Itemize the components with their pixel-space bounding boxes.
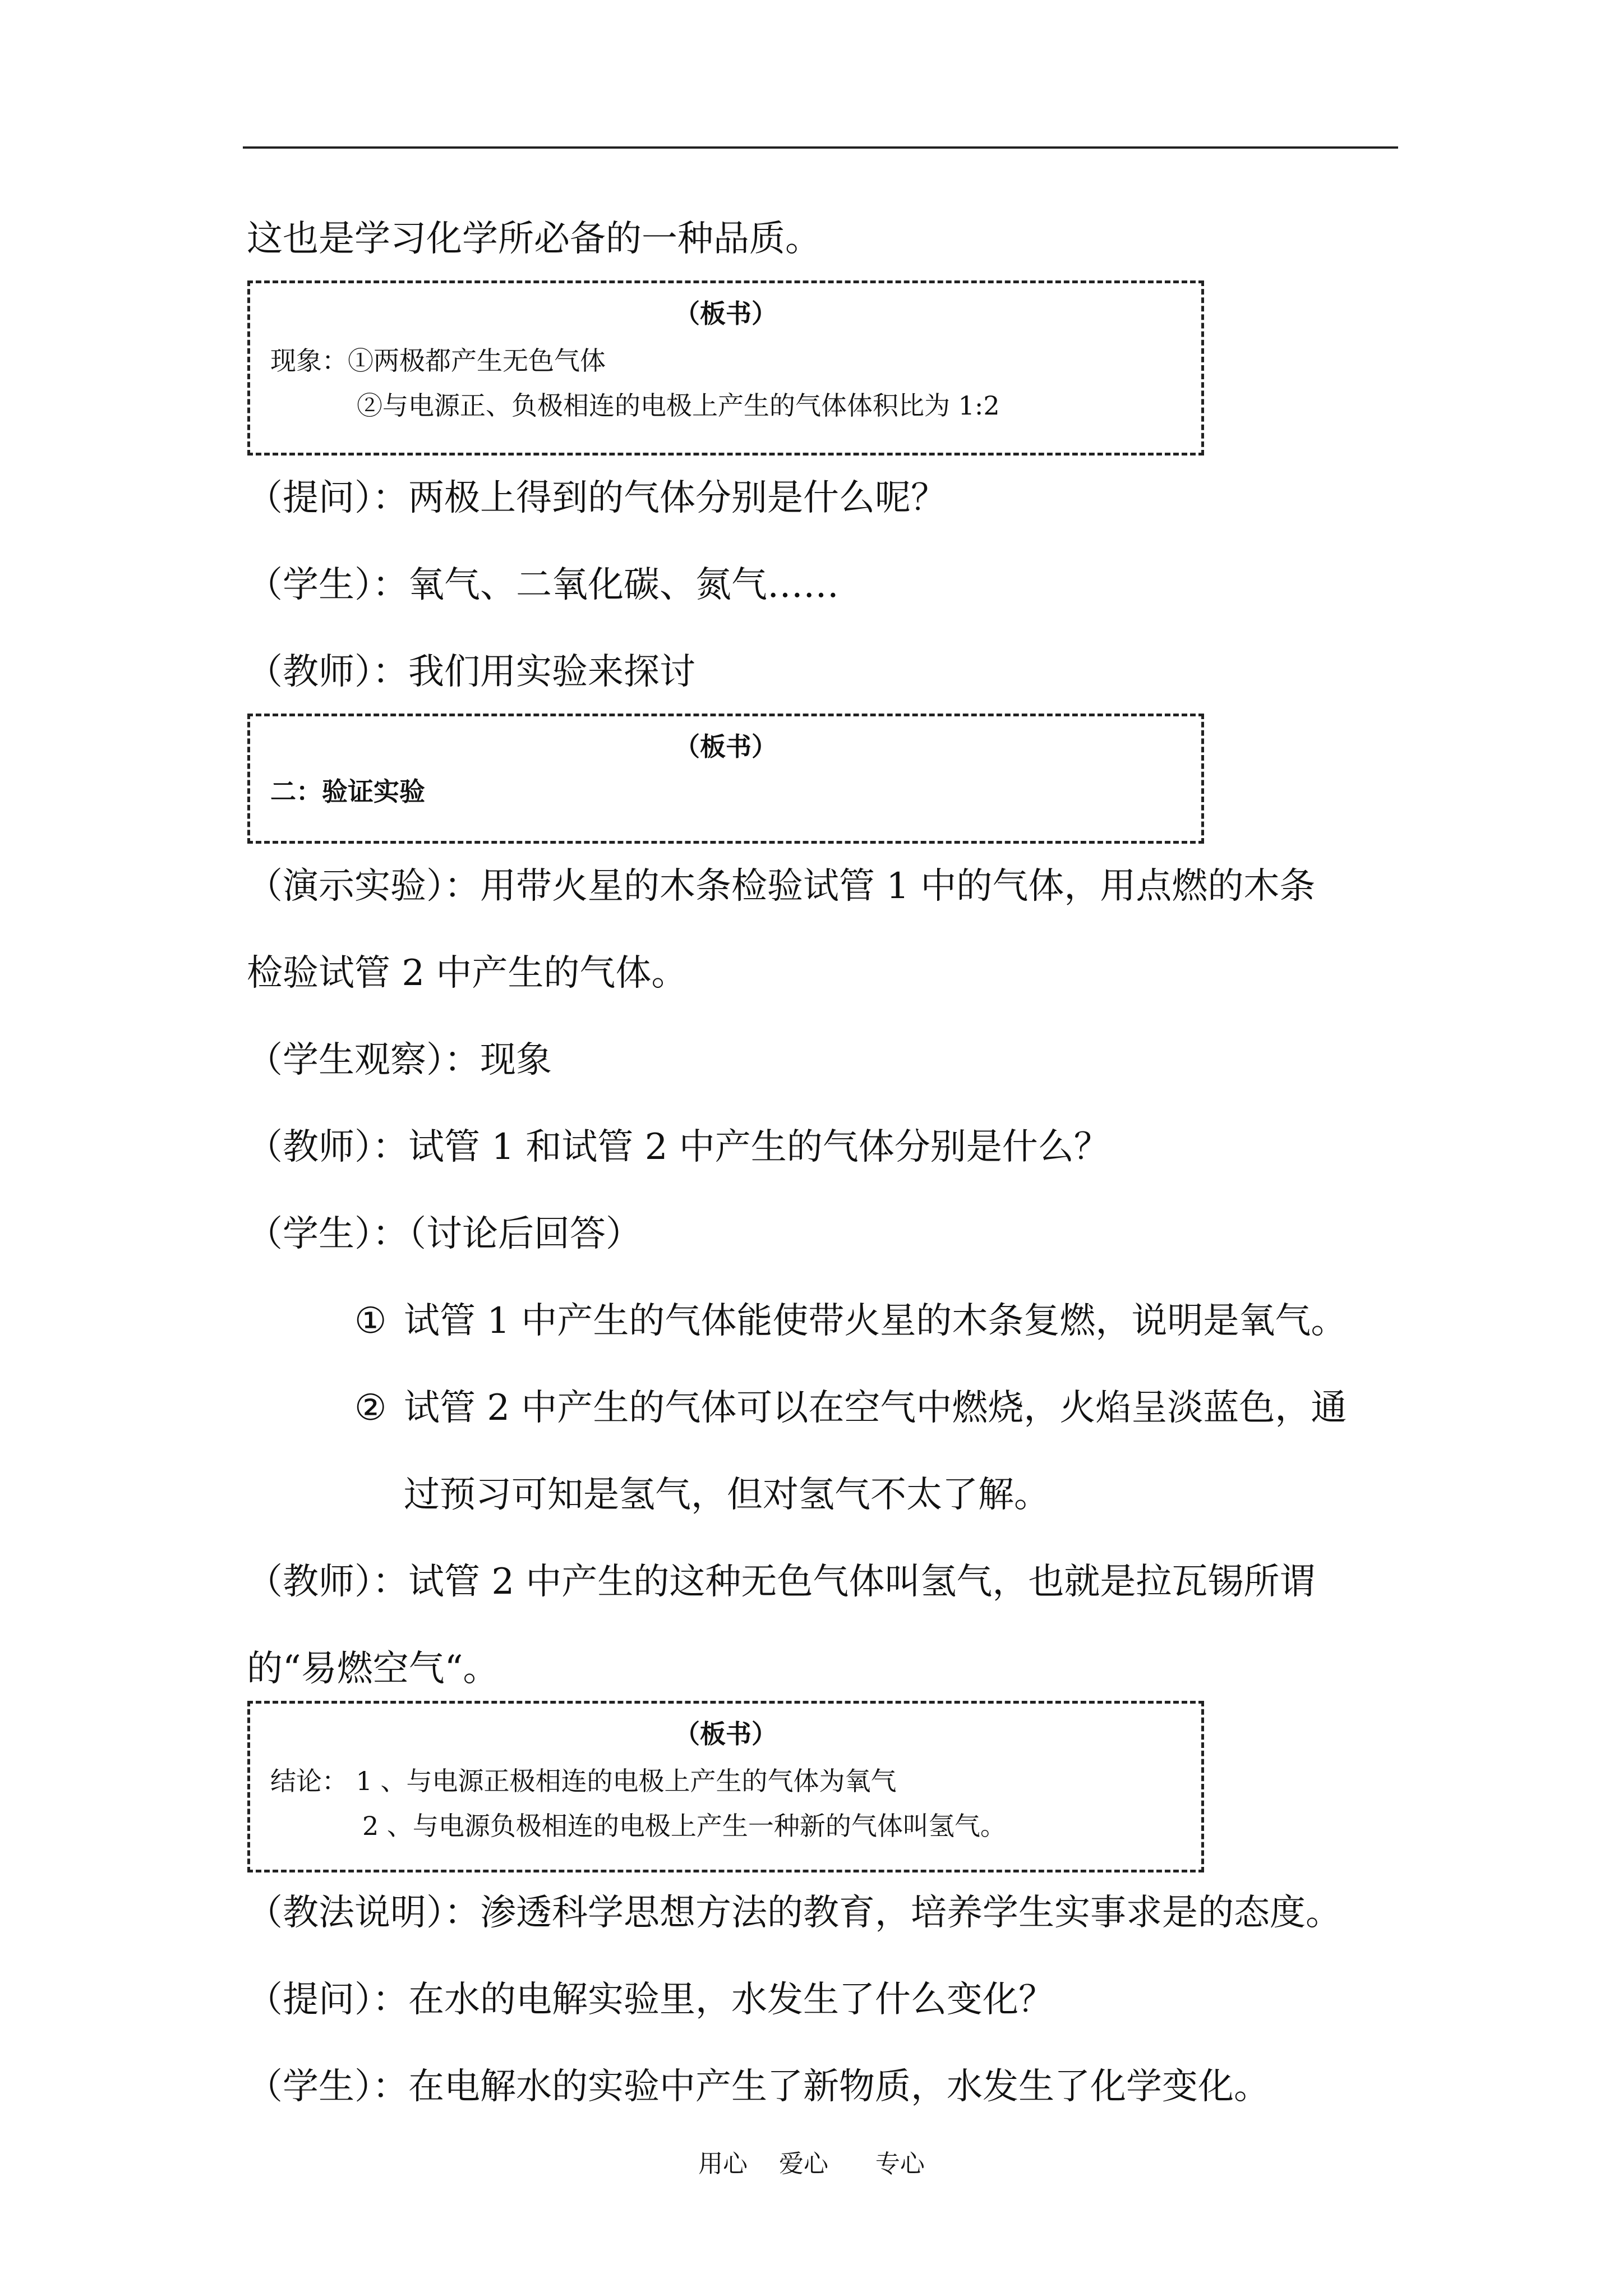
teacher-question: （提问）：两极上得到的气体分别是什么呢？ [247,477,947,519]
intro-line: 这也是学习化学所必备的一种品质。 [247,218,821,260]
board-note-phenomena [247,280,1204,455]
board-note-line: 结论： 1 、与电源正极相连的电极上产生的气体为氧气 [270,1766,897,1796]
answer-number: ② [354,1387,387,1429]
header-rule [243,146,1398,149]
student-answer: （学生）：（讨论后回答） [247,1213,642,1255]
board-note-verification [247,714,1204,844]
student-answer: （学生）：在电解水的实验中产生了新物质，水发生了化学变化。 [247,2066,1270,2108]
board-note-title: （板书） [674,298,777,329]
teacher-line: 的“易燃空气“。 [247,1648,499,1690]
board-note-line: 2 、与电源负极相连的电极上产生一种新的气体叫氢气。 [362,1811,1006,1841]
answer-text: 试管 2 中产生的气体可以在空气中燃烧，火焰呈淡蓝色，通 [404,1387,1347,1429]
answer-text: 试管 1 中产生的气体能使带火星的木条复燃，说明是氧气。 [404,1300,1347,1342]
student-answer: （学生）：氧气、二氧化碳、氮气…… [247,564,839,606]
student-observation: （学生观察）：现象 [247,1039,552,1081]
teaching-method-note: （教法说明）：渗透科学思想方法的教育，培养学生实事求是的态度。 [247,1892,1341,1934]
board-note-conclusion [247,1701,1204,1872]
answer-text: 过预习可知是氢气，但对氢气不太了解。 [404,1474,1050,1516]
page-footer: 用心 爱心 专心 [698,2150,925,2178]
demo-experiment-line: 检验试管 2 中产生的气体。 [247,953,688,994]
teacher-line: （教师）：我们用实验来探讨 [247,651,695,693]
board-note-line: 二：验证实验 [270,776,425,807]
board-note-title: （板书） [674,731,777,762]
board-note-title: （板书） [674,1719,777,1749]
board-note-line: ②与电源正、负极相连的电极上产生的气体体积比为 1:2 [357,390,1000,421]
answer-number: ① [354,1300,387,1342]
board-note-line: 现象：①两极都产生无色气体 [270,346,606,376]
demo-experiment-line: （演示实验）：用带火星的木条检验试管 1 中的气体，用点燃的木条 [247,866,1316,907]
teacher-line: （教师）：试管 2 中产生的这种无色气体叫氢气，也就是拉瓦锡所谓 [247,1561,1316,1603]
teacher-line: （教师）：试管 1 和试管 2 中产生的气体分别是什么？ [247,1126,1110,1168]
teacher-question: （提问）：在水的电解实验里，水发生了什么变化？ [247,1979,1054,2021]
